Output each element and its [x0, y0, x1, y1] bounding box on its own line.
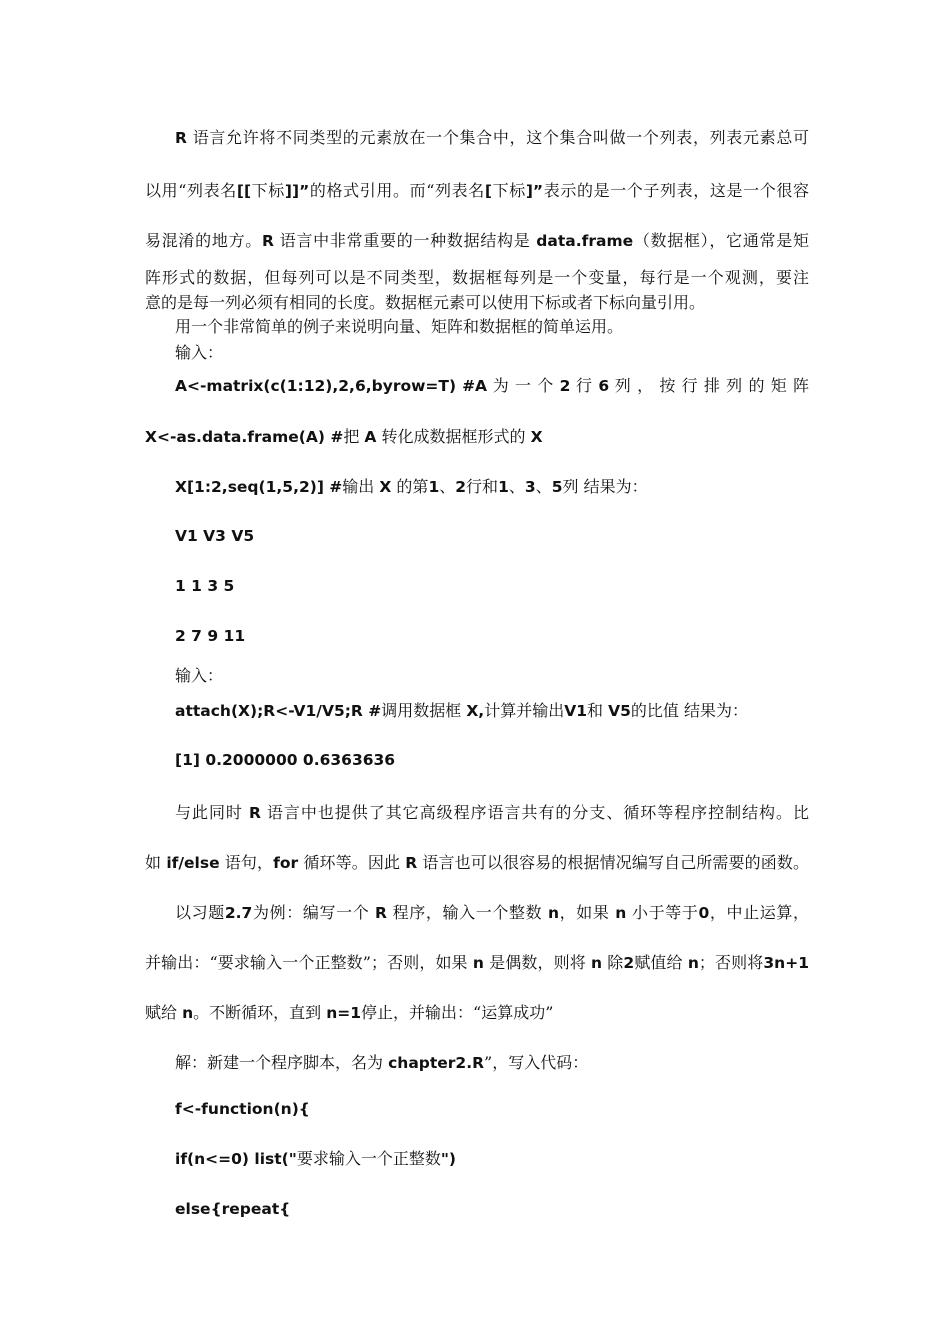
text-run: （数据框），它通常是矩 — [633, 231, 809, 250]
code-text-run: f<-function(n){ — [175, 1100, 310, 1118]
output-line-1 — [175, 526, 809, 546]
paragraph-1-line-4 — [145, 268, 809, 288]
code-line-7 — [175, 1199, 809, 1219]
code-text-run: else{repeat{ — [175, 1200, 291, 1218]
text-run: 是偶数，则将 — [483, 953, 592, 972]
text-run: 循环等。因此 — [298, 853, 406, 872]
paragraph-3-line-1 — [175, 803, 809, 823]
text-run: 输入： — [175, 343, 224, 362]
code-line-2 — [145, 427, 809, 447]
text-run: ；否则将 — [698, 953, 764, 972]
text-run: 小于等于 — [626, 903, 699, 922]
code-text-run: n — [687, 954, 699, 972]
code-text-run: 5 — [551, 478, 563, 496]
code-text-run: n — [547, 904, 559, 922]
code-text-run: attach(X);R<-V1/V5;R # — [175, 702, 382, 720]
code-line-6 — [175, 1149, 809, 1169]
code-text-run: 6 — [598, 377, 610, 395]
code-text-run: V1 — [564, 702, 587, 720]
paragraph-3-line-2 — [145, 853, 809, 873]
text-run: ”，写入代码： — [484, 1053, 589, 1072]
text-run: 除 — [602, 953, 624, 972]
code-text-run: X<-as.data.frame(A) # — [145, 428, 344, 446]
code-text-run: 2 7 9 11 — [175, 627, 246, 645]
text-run: 、 — [508, 477, 525, 496]
text-run: 语句， — [219, 853, 274, 872]
code-text-run: X — [379, 478, 392, 496]
code-text-run: [ — [484, 182, 492, 200]
text-run: 下标 — [491, 181, 526, 200]
text-run: 和 — [586, 701, 609, 720]
text-run: 计算并输出 — [484, 701, 565, 720]
code-text-run: X[1:2,seq(1,5,2)] # — [175, 478, 343, 496]
text-run: 输出 — [342, 477, 380, 496]
text-run: 转化成数据框形式的 — [376, 427, 531, 446]
code-text-run: 1 — [498, 478, 509, 496]
text-run: 行和 — [466, 477, 499, 496]
code-text-run: R — [375, 904, 387, 922]
text-run: 的格式引用。而“列表名 — [309, 181, 485, 200]
code-text-run: 3 — [524, 478, 536, 496]
code-text-run: ]]” — [284, 182, 310, 200]
paragraph-1-line-2 — [145, 181, 809, 201]
paragraph-4-line-2 — [145, 953, 809, 973]
text-run: 、 — [439, 477, 456, 496]
input-label-1 — [175, 343, 809, 363]
text-run: 与此同时 — [175, 803, 249, 822]
text-run: ，如果 — [559, 903, 616, 922]
text-run: 用一个非常简单的例子来说明向量、矩阵和数据框的简单运用。 — [175, 317, 624, 336]
text-run: 调用数据框 — [381, 701, 467, 720]
text-run: 以用“列表名 — [145, 181, 237, 200]
code-text-run: if/else — [166, 854, 220, 872]
text-run: 阵形式的数据，但每列可以是不同类型，数据框每列是一个变量，每行是一个观测，要注 — [145, 268, 809, 287]
text-run: 输入： — [175, 666, 224, 685]
code-text-run: 1 1 3 5 — [175, 577, 235, 595]
paragraph-4-line-1 — [175, 903, 809, 923]
text-run: 易混淆的地方。 — [145, 231, 263, 250]
text-run: 的第 — [391, 477, 429, 496]
text-run: 行 — [570, 376, 599, 395]
paragraph-1-line-5 — [145, 293, 809, 313]
code-text-run: A<-matrix(c(1:12),2,6,byrow=T) #A — [175, 377, 488, 395]
code-line-1 — [175, 376, 809, 396]
output-line-4 — [175, 750, 809, 770]
text-run: 语言也可以很容易的根据情况编写自己所需要的函数。 — [417, 853, 809, 872]
text-run: 停止，并输出：“运算成功” — [361, 1003, 554, 1022]
code-text-run: ") — [440, 1150, 457, 1168]
paragraph-2 — [175, 317, 809, 337]
paragraph-1-line-1 — [175, 128, 809, 148]
code-text-run: R — [405, 854, 418, 872]
output-line-3 — [175, 626, 809, 646]
text-run: 如 — [145, 853, 167, 872]
text-run: ，中止运算， — [709, 903, 809, 922]
code-text-run: 2 — [559, 377, 571, 395]
code-text-run: n — [182, 1004, 194, 1022]
code-line-3 — [175, 477, 809, 497]
text-run: 语言中非常重要的一种数据结构是 — [273, 231, 537, 250]
code-text-run: 2 — [455, 478, 467, 496]
code-text-run: V1 V3 V5 — [175, 527, 255, 545]
code-text-run: ]” — [525, 182, 544, 200]
code-text-run: 1 — [428, 478, 440, 496]
input-label-2 — [175, 666, 809, 686]
text-run: 。不断循环，直到 — [193, 1003, 327, 1022]
code-line-5 — [175, 1099, 809, 1119]
text-run: 为例：编写一个 — [252, 903, 376, 922]
code-line-4 — [175, 701, 809, 721]
paragraph-5 — [175, 1053, 809, 1073]
paragraph-1-line-3 — [145, 231, 809, 251]
text-run: 语言中也提供了其它高级程序语言共有的分支、循环等程序控制结构。比 — [260, 803, 809, 822]
text-run: 列 结果为： — [562, 477, 648, 496]
text-run: 、 — [535, 477, 552, 496]
code-text-run: X — [530, 428, 543, 446]
output-line-2 — [175, 576, 809, 596]
code-text-run: X, — [466, 702, 485, 720]
code-text-run: R — [262, 232, 274, 250]
code-text-run: 0 — [698, 904, 710, 922]
text-run: 的比值 结果为： — [630, 701, 748, 720]
paragraph-4-line-3 — [145, 1003, 809, 1023]
code-text-run: 2 — [623, 954, 635, 972]
text-run: 以习题 — [175, 903, 225, 922]
text-run: 意的是每一列必须有相同的长度。数据框元素可以使用下标或者下标向量引用。 — [145, 293, 706, 312]
code-text-run: [1] 0.2000000 0.6363636 — [175, 751, 396, 769]
code-text-run: R — [248, 804, 261, 822]
text-run: 下标 — [251, 181, 285, 200]
code-text-run: data.frame — [536, 232, 634, 250]
text-run: 并输出：“要求输入一个正整数”；否则，如果 — [145, 953, 473, 972]
code-text-run: R — [175, 129, 187, 147]
code-text-run: A — [364, 428, 377, 446]
text-run: 赋给 — [145, 1003, 183, 1022]
code-text-run: 2.7 — [224, 904, 253, 922]
code-text-run: if(n<=0) list(" — [175, 1150, 297, 1168]
code-text-run: n — [472, 954, 484, 972]
text-run: 要求输入一个正整数 — [296, 1149, 441, 1168]
text-run: 列 ， 按 行 排 列 的 矩 阵 — [609, 376, 809, 395]
text-run: 赋值给 — [634, 953, 688, 972]
code-text-run: n — [615, 904, 627, 922]
code-text-run: V5 — [608, 702, 631, 720]
code-text-run: n — [591, 954, 603, 972]
code-text-run: [[ — [236, 182, 252, 200]
code-text-run: 3n+1 — [763, 954, 809, 972]
text-run: 解：新建一个程序脚本，名为 — [175, 1053, 389, 1072]
text-run: 为 一 个 — [487, 376, 560, 395]
code-text-run: chapter2.R — [388, 1054, 485, 1072]
text-run: 表示的是一个子列表，这是一个很容 — [543, 181, 809, 200]
code-text-run: for — [273, 854, 299, 872]
code-text-run: n=1 — [326, 1004, 362, 1022]
text-run: 语言允许将不同类型的元素放在一个集合中，这个集合叫做一个列表，列表元素总可 — [186, 128, 809, 147]
text-run: 把 — [343, 427, 365, 446]
text-run: 程序，输入一个整数 — [386, 903, 548, 922]
